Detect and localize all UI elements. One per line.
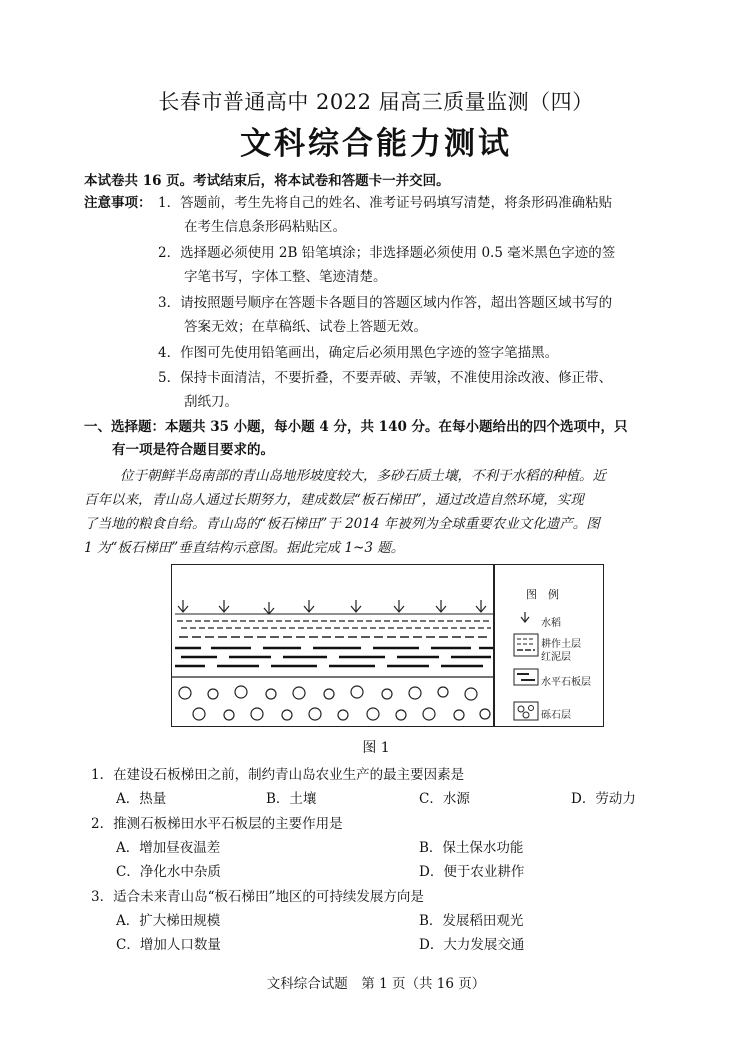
question-2-option-a: A．增加昼夜温差	[116, 840, 221, 856]
notes-label: 注意事项：	[84, 195, 152, 211]
rice-arrows	[178, 600, 486, 614]
question-2-option-b: B．保土保水功能	[419, 840, 524, 856]
question-1-stem: 1．在建设石板梯田之前，制约青山岛农业生产的最主要因素是	[91, 767, 465, 783]
rice-arrow-icon	[304, 600, 314, 612]
rice-arrow-icon	[394, 600, 404, 612]
question-3-option-b: B．发展稻田观光	[419, 913, 524, 929]
section-heading-line-2: 有一项是符合题目要求的。	[112, 442, 274, 458]
figure-caption: 图 1	[362, 740, 390, 756]
exam-title: 长春市普通高中 2022 届高三质量监测（四）	[158, 90, 594, 114]
note-1-line-1: 1．答题前，考生先将自己的姓名、准考证号码填写清楚，将条形码准确粘贴	[158, 195, 613, 211]
rice-arrow-icon	[476, 600, 486, 612]
question-3-option-c: C．增加人口数量	[116, 937, 221, 953]
legend-rice-arrow-icon	[521, 612, 529, 622]
note-2-line-2: 字笔书写，字体工整、笔迹清楚。	[184, 269, 387, 285]
exam-subject: 文科综合能力测试	[240, 126, 512, 162]
note-1-line-2: 在考生信息条形码粘贴区。	[184, 219, 346, 235]
legend-gravel-label: 砾石层	[541, 710, 571, 721]
note-2-line-1: 2．选择题必须使用 2B 铅笔填涂；非选择题必须使用 0.5 毫米黑色字迹的签	[158, 245, 616, 261]
section-heading-line-1: 一、选择题：本题共 35 小题，每小题 4 分，共 140 分。在每小题给出的四个选项中，只	[84, 419, 628, 435]
question-1-option-b: B．土壤	[266, 791, 317, 807]
passage-line-4: 1 为“板石梯田”垂直结构示意图。据此完成 1~3 题。	[84, 540, 405, 556]
legend-soil-icon	[514, 634, 538, 656]
note-3-line-2: 答案无效；在草稿纸、试卷上答题无效。	[184, 319, 427, 335]
page-footer: 文科综合试题 第 1 页（共 16 页）	[266, 976, 486, 992]
passage-line-3: 了当地的粮食自给。青山岛的“板石梯田”于 2014 年被列为全球重要农业文化遗产。图	[84, 516, 600, 532]
stone-slab-layer	[175, 648, 493, 666]
gravel-layer	[179, 686, 490, 720]
question-2-option-c: C．净化水中杂质	[116, 864, 221, 880]
note-5-line-1: 5．保持卡面清洁，不要折叠，不要弄破、弄皱，不准使用涂改液、修正带、	[158, 370, 613, 386]
passage-line-1: 位于朝鲜半岛南部的青山岛地形坡度较大，多砂石质土壤，不利于水稻的种植。近	[120, 468, 606, 484]
rice-arrow-icon	[351, 600, 361, 612]
note-5-line-2: 刮纸刀。	[184, 394, 238, 410]
legend-slab-icon	[514, 669, 538, 685]
question-2-stem: 2．推测石板梯田水平石板层的主要作用是	[91, 816, 343, 832]
rice-arrow-icon	[178, 600, 188, 612]
question-2-option-d: D．便于农业耕作	[419, 864, 525, 880]
legend-clay-label: 红泥层	[541, 652, 571, 663]
note-3-line-1: 3．请按照题号顺序在答题卡各题目的答题区域内作答，超出答题区域书写的	[158, 295, 613, 311]
legend-slab-label: 水平石板层	[541, 677, 591, 688]
question-3-stem: 3．适合未来青山岛“板石梯田”地区的可持续发展方向是	[91, 889, 424, 905]
legend-soil-label: 耕作土层	[541, 639, 581, 650]
question-1-option-c: C．水源	[419, 791, 470, 807]
question-3-option-d: D．大力发展交通	[419, 937, 525, 953]
question-1-option-d: D．劳动力	[571, 791, 636, 807]
legend-title: 图 例	[526, 588, 559, 601]
rice-arrow-icon	[219, 600, 229, 612]
legend-gravel-icon	[514, 702, 538, 720]
rice-arrow-icon	[436, 600, 446, 612]
note-4: 4．作图可先使用铅笔画出，确定后必须用黑色字迹的签字笔描黑。	[158, 345, 559, 361]
cultivated-soil-layer	[177, 621, 491, 628]
rice-arrow-icon	[264, 602, 274, 614]
intro-text: 本试卷共 16 页。考试结束后，将本试卷和答题卡一并交回。	[84, 173, 450, 189]
question-3-option-a: A．扩大梯田规模	[116, 913, 221, 929]
legend-rice-label: 水稻	[541, 618, 561, 629]
question-1-option-a: A．热量	[116, 791, 167, 807]
passage-line-2: 百年以来，青山岛人通过长期努力，建成数层“板石梯田”，通过改造自然环境，实现	[84, 492, 584, 508]
